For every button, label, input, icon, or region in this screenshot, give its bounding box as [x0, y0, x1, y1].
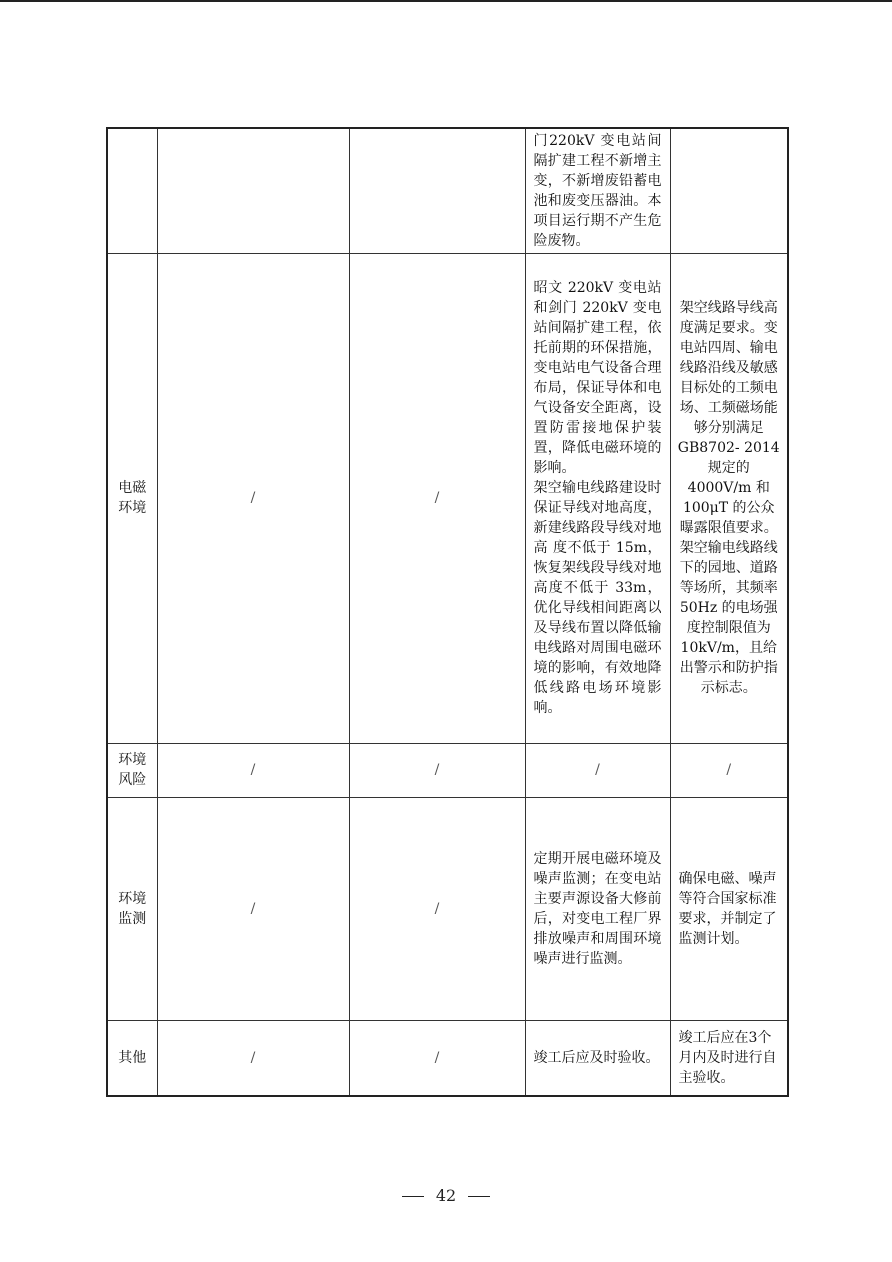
cell-measure: /: [525, 743, 670, 797]
cell-measure: 竣工后应及时验收。: [525, 1020, 670, 1096]
cell-requirement: 确保电磁、噪声等符合国家标准要求，并制定了监测计划。: [670, 797, 788, 1020]
cell-col2: /: [349, 743, 525, 797]
cell-measure: 门220kV 变电站间隔扩建工程不新增主变，不新增废铅蓄电池和废变压器油。本项目运行期不产生危险废物。: [525, 128, 670, 253]
page-number-footer: [0, 1186, 892, 1205]
top-border-line: [0, 0, 892, 2]
page-number: 42: [435, 1186, 457, 1205]
cell-col2: /: [349, 1020, 525, 1096]
cell-col1: /: [157, 1020, 349, 1096]
environmental-measures-table: [106, 127, 789, 1097]
row-label: 环境监测: [107, 797, 157, 1020]
cell-measure: [525, 253, 670, 743]
cell-requirement: [670, 128, 788, 253]
measure-paragraph-substation: 昭文 220kV 变电站和剑门 220kV 变电站间隔扩建工程，依托前期的环保措施，变电站电气设备合理布局，保证导体和电气设备安全距离，设置防雷接地保护装置，降低电磁环境的影响。: [533, 280, 662, 476]
cell-measure: 定期开展电磁环境及噪声监测；在变电站主要声源设备大修前后，对变电工程厂界排放噪声和周围环境噪声进行监测。: [525, 797, 670, 1020]
cell-col2: /: [349, 797, 525, 1020]
row-label: 其他: [107, 1020, 157, 1096]
row-label: 电磁环境: [107, 253, 157, 743]
measure-paragraph-overhead-line: 架空输电线路建设时保证导线对地高度，新建线路段导线对地高 度不低于 15m，恢复架线段导线对地高度不低于 33m，优化导线相间距离以及导线布置以降低输电线路对周围电磁环境的影响，有效地降低线路电场环境影响。: [533, 480, 662, 716]
table-row: [107, 1020, 788, 1096]
table-row: [107, 128, 788, 253]
table-row: [107, 743, 788, 797]
cell-requirement: 竣工后应在3个月内及时进行自主验收。: [670, 1020, 788, 1096]
table-row: [107, 797, 788, 1020]
cell-col1: /: [157, 253, 349, 743]
cell-col2: /: [349, 253, 525, 743]
row-label: 环境风险: [107, 743, 157, 797]
table-row: [107, 253, 788, 743]
cell-requirement: 架空线路导线高度满足要求。变电站四周、输电线路沿线及敏感目标处的工频电场、工频磁场能够分别满足 GB8702- 2014 规定的 4000V/m 和 100μT 的公众曝露限值要求。架空输电线路线下的园地、道路等场所，其频率 50Hz 的电场强度控制限值为 10kV/m，且给出警示和防护指示标志。: [670, 253, 788, 743]
cell-requirement: /: [670, 743, 788, 797]
page-number-dash-right: [468, 1196, 490, 1197]
cell-col1: [157, 128, 349, 253]
cell-col2: [349, 128, 525, 253]
cell-col1: /: [157, 797, 349, 1020]
row-label: [107, 128, 157, 253]
cell-col1: /: [157, 743, 349, 797]
page-number-dash-left: [402, 1196, 424, 1197]
